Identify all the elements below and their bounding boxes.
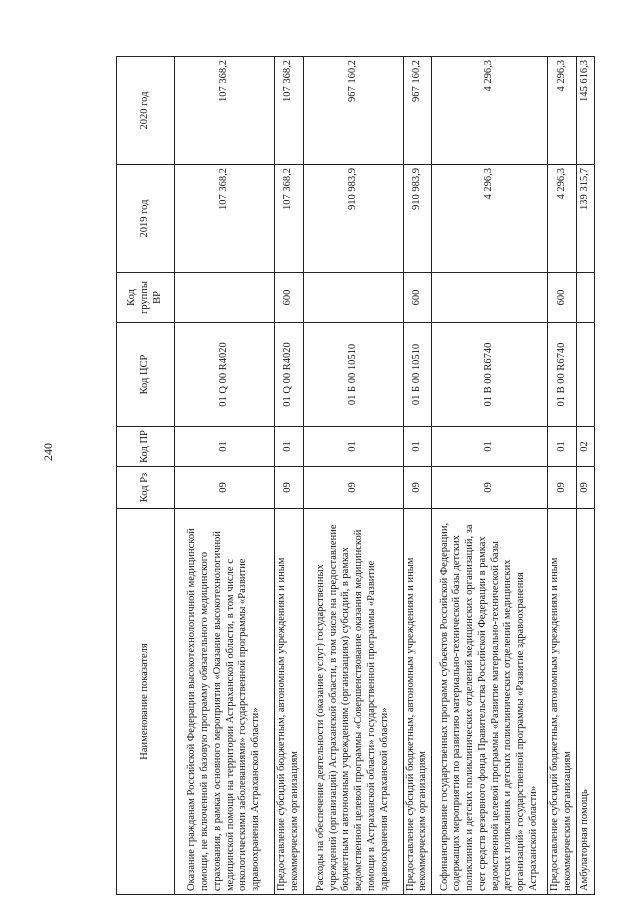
vr-cell: 600 bbox=[275, 273, 304, 323]
row-name-cell: Софинансирование государственных программ субъектов Российской Федерации, содержащих мероприятия по развитию материально-технической базы детских поликлиник и детских поликлинических отделений медицинских организаций, за счет средств резервного фонда Правительства Российской Федерации в рамках ведомственной целевой программы «Развитие материально-технической базы детских поликлиник и детских поликлинических отделений медицинских организаций» государственной программы «Развитие здравоохранения Астраханской области» bbox=[432, 509, 548, 895]
value-2020-cell: 967 160,2 bbox=[303, 57, 403, 165]
value-2020-cell: 967 160,2 bbox=[403, 57, 432, 165]
value-2019-cell: 107 368,2 bbox=[275, 165, 304, 273]
pr-cell: 02 bbox=[576, 427, 594, 467]
rz-cell: 09 bbox=[275, 467, 304, 509]
value-2020-cell: 107 368,2 bbox=[175, 57, 275, 165]
value-2020-cell: 4 296,3 bbox=[432, 57, 548, 165]
rz-cell: 09 bbox=[403, 467, 432, 509]
rz-cell: 09 bbox=[576, 467, 594, 509]
header-cell: 2020 год bbox=[117, 57, 175, 165]
rz-cell: 09 bbox=[303, 467, 403, 509]
budget-table bbox=[116, 56, 595, 895]
header-cell: Наименование показателя bbox=[117, 509, 175, 895]
csr-cell: 01 В 00 R6740 bbox=[548, 323, 577, 427]
vr-cell bbox=[432, 273, 548, 323]
pr-cell: 01 bbox=[275, 427, 304, 467]
table-row bbox=[403, 57, 432, 895]
pr-cell: 01 bbox=[432, 427, 548, 467]
value-2019-cell: 4 296,3 bbox=[432, 165, 548, 273]
table-row bbox=[548, 57, 577, 895]
header-cell: Код Рз bbox=[117, 467, 175, 509]
header-cell: Код группы ВР bbox=[117, 273, 175, 323]
header-cell: Код ПР bbox=[117, 427, 175, 467]
value-2019-cell: 4 296,3 bbox=[548, 165, 577, 273]
csr-cell bbox=[576, 323, 594, 427]
csr-cell: 01 Б 00 10510 bbox=[303, 323, 403, 427]
rz-cell: 09 bbox=[432, 467, 548, 509]
value-2020-cell: 4 296,3 bbox=[548, 57, 577, 165]
table-row bbox=[175, 57, 275, 895]
header-cell: Код ЦСР bbox=[117, 323, 175, 427]
pr-cell: 01 bbox=[403, 427, 432, 467]
csr-cell: 01 Q 00 R4020 bbox=[175, 323, 275, 427]
table-row bbox=[432, 57, 548, 895]
value-2019-cell: 139 315,7 bbox=[576, 165, 594, 273]
pr-cell: 01 bbox=[175, 427, 275, 467]
value-2019-cell: 910 983,9 bbox=[303, 165, 403, 273]
value-2020-cell: 107 368,2 bbox=[275, 57, 304, 165]
vr-cell bbox=[576, 273, 594, 323]
value-2020-cell: 145 616,3 bbox=[576, 57, 594, 165]
page-number: 240 bbox=[41, 443, 55, 461]
table-row bbox=[303, 57, 403, 895]
row-name-cell: Расходы на обеспечение деятельности (оказание услуг) государственных учреждений (организаций) Астраханской области, в том числе на предоставление бюджетным и автономным учреждениям (организациям) субсидий, в рамках ведомственной целевой программы «Совершенствование оказания медицинской помощи в Астраханской области» государственной программы «Развитие здравоохранения Астраханской области» bbox=[303, 509, 403, 895]
table-header-row bbox=[117, 57, 175, 895]
rotated-table-container bbox=[116, 57, 590, 895]
vr-cell bbox=[303, 273, 403, 323]
row-name-cell: Предоставление субсидий бюджетным, автономным учреждениям и иным некоммерческим организациям bbox=[275, 509, 304, 895]
vr-cell: 600 bbox=[403, 273, 432, 323]
rz-cell: 09 bbox=[548, 467, 577, 509]
csr-cell: 01 В 00 R6740 bbox=[432, 323, 548, 427]
table-row bbox=[576, 57, 594, 895]
value-2019-cell: 107 368,2 bbox=[175, 165, 275, 273]
csr-cell: 01 Б 00 10510 bbox=[403, 323, 432, 427]
pr-cell: 01 bbox=[548, 427, 577, 467]
row-name-cell: Амбулаторная помощь bbox=[576, 509, 594, 895]
vr-cell bbox=[175, 273, 275, 323]
row-name-cell: Предоставление субсидий бюджетным, автономным учреждениям и иным некоммерческим организациям bbox=[403, 509, 432, 895]
csr-cell: 01 Q 00 R4020 bbox=[275, 323, 304, 427]
row-name-cell: Оказание гражданам Российской Федерации высокотехнологичной медицинской помощи, не включенной в базовую программу обязательного медицинского страхования, в рамках основного мероприятия «Оказание высокотехнологичной медицинской помощи на территории Астраханской области, в том числе с онкологическими заболеваниями» государственной программы «Развитие здравоохранения Астраханской области» bbox=[175, 509, 275, 895]
rz-cell: 09 bbox=[175, 467, 275, 509]
value-2019-cell: 910 983,9 bbox=[403, 165, 432, 273]
row-name-cell: Предоставление субсидий бюджетным, автономным учреждениям и иным некоммерческим организациям bbox=[548, 509, 577, 895]
table-row bbox=[275, 57, 304, 895]
header-cell: 2019 год bbox=[117, 165, 175, 273]
table-rotation-frame bbox=[116, 57, 590, 895]
pr-cell: 01 bbox=[303, 427, 403, 467]
vr-cell: 600 bbox=[548, 273, 577, 323]
